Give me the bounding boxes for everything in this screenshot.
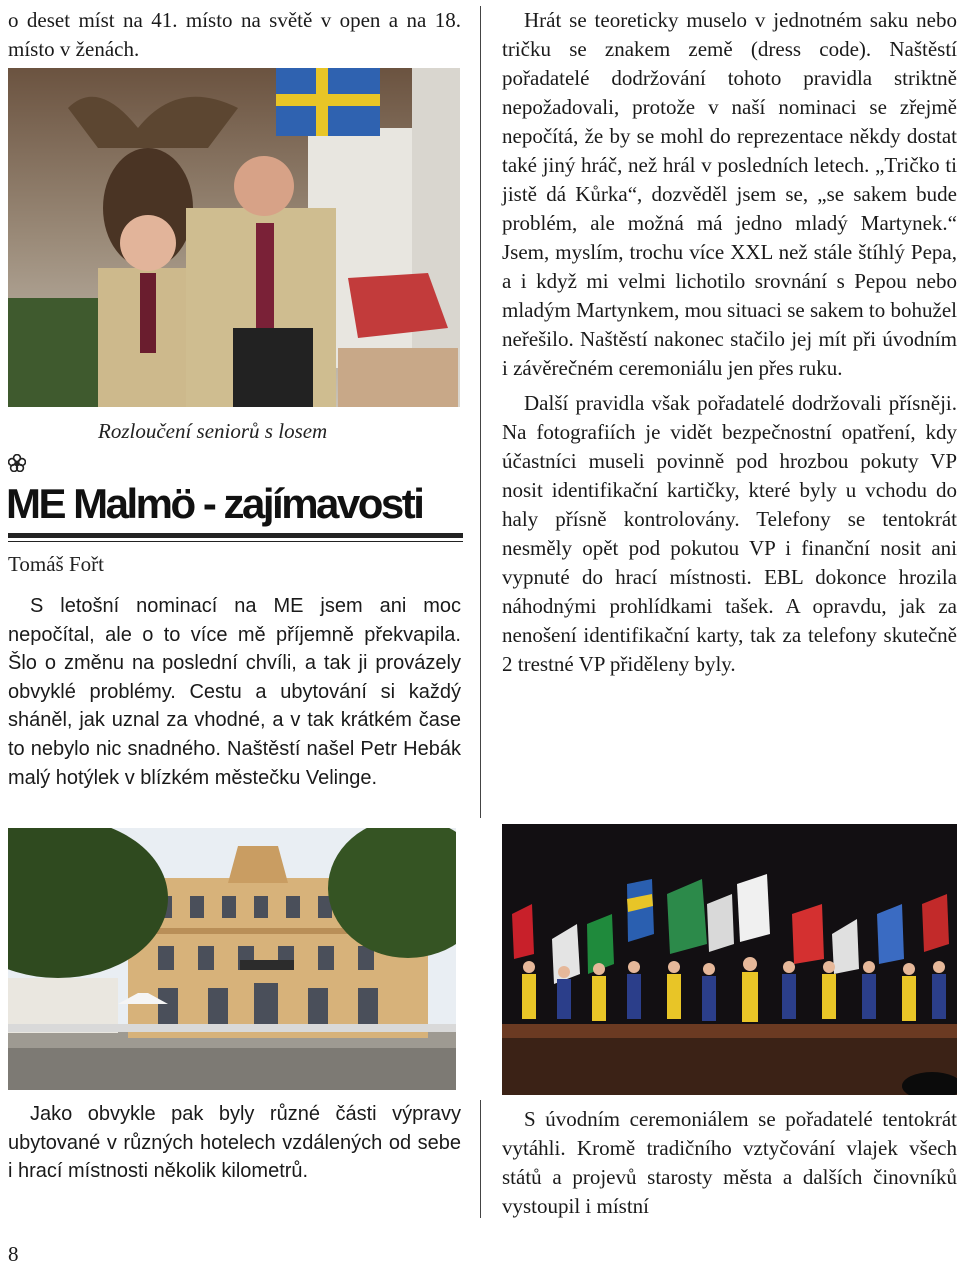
rules-paragraph: Další pravidla však pořadatelé dodržovali přísněji. Na fotografiích je vidět bezpečnostní opatření, kdy účastníci museli povinně pod hrozbou pokuty VP nosit identifikační kartičky, které byly u vchodu do haly přísně kontrolovány. Telefony se tentokrát nesměly opět pod pokutou VP i finanční nosit ani vypnuté do hrací místnosti. EBL dokonce hrozila náhodnými prohlídkami tašek. A opravdu, jak za nenošení identifikační karty, tak za telefony skutečně 2 trestné VP přiděleny byly. (502, 391, 957, 676)
photo-caption: Rozloučení seniorů s losem (98, 419, 328, 443)
title-rule-thin (8, 541, 463, 542)
continued-text: o deset míst na 41. místo na světě v open a na 18. místo v ženách. (8, 8, 461, 61)
photo-hotel-velinge (8, 828, 456, 1090)
column-divider-lower (480, 1100, 481, 1218)
title-rule (8, 533, 463, 538)
right-column-text (502, 6, 957, 679)
photo-seniors-with-moose (8, 68, 460, 407)
dress-code-paragraph: Hrát se teoreticky muselo v jednotném saku nebo tričku se znakem země (dress code). Naštěstí pořadatelé dodržování tohoto pravidla striktně nepožadovali, protože v naší nominaci se zřejmě nepočítá, že by se mohl do reprezentace někdy dostat také jiný hráč, než hrál v posledních letech. „Tričko ti jistě dá Kůrka“, dozvěděl jsem se, „se sakem bude problém, ale možná má jedno mladý Martynek.“ Jsem, myslím, trochu více XXL než stále štíhlý Pepa, a i když mi velmi lichotilo srovnání s Pepou nebo mladým Martynkem, mou situaci se sakem to bohužel neřešilo. Naštěstí nakonec stačilo jej mít při úvodním i závěrečném ceremoniálu jen přes ruku. (502, 8, 957, 380)
ceremony-paragraph: S úvodním ceremoniálem se pořadatelé tentokrát vytáhli. Kromě tradičního vztyčování vlajek všech států a projevů starosty města a dalších činovníků vystoupil i místní (502, 1107, 957, 1218)
article-author: Tomáš Fořt (8, 552, 104, 576)
hotel-paragraph: Jako obvykle pak byly různé části výpravy ubytované v různých hotelech vzdálených od sebe i hrací místnosti několik kilometrů. (8, 1103, 461, 1183)
article-title: ME Malmö - zajímavosti (6, 480, 423, 527)
flower-icon (8, 454, 26, 477)
page-number: 8 (8, 1242, 19, 1266)
article-intro: S letošní nominací na ME jsem ani moc nepočítal, ale o to více mě příjemně překvapila. Šlo o změnu na poslední chvíli, a tak ji provázely obvyklé problémy. Cestu a ubytování si každý sháněl, jak uznal za vhodné, a v tak krátkém čase to nebylo nic snadného. Naštěstí našel Petr Hebák malý hotýlek v blízkém městečku Velinge. (8, 595, 461, 789)
photo-opening-ceremony (502, 824, 957, 1095)
column-divider (480, 6, 481, 818)
